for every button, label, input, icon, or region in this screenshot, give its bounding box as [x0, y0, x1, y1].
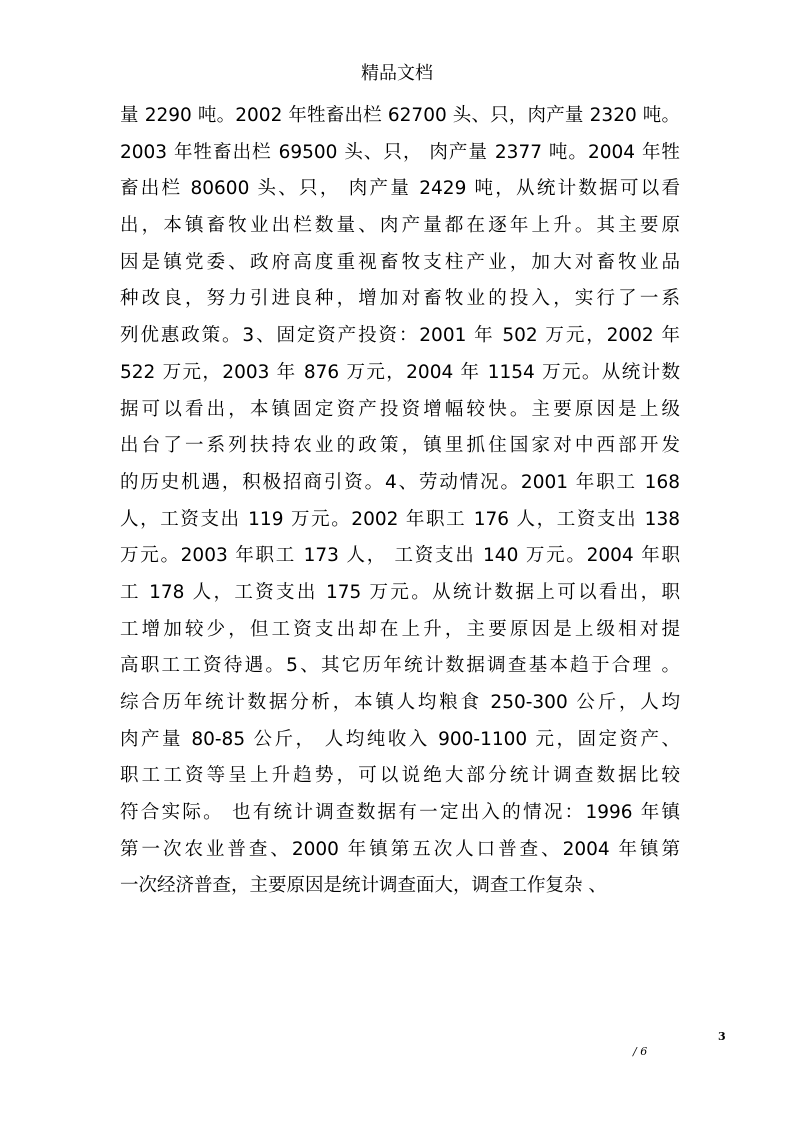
body-line-18: 肉产量 80-85 公斤， 人均纯收入 900-1100 元，固定资产、 [120, 728, 680, 750]
page-header: 精品文档 [361, 63, 433, 84]
body-line-17: 综合历年统计数据分析，本镇人均粮食 250-300 公斤，人均 [120, 692, 680, 713]
body-line-22: 一次经济普查，主要原因是统计调查面大，调查工作复杂 、 [120, 875, 607, 897]
body-line-6: 种改良，努力引进良种，增加对畜牧业的投入，实行了一系 [120, 288, 680, 310]
body-line-5: 因是镇党委、政府高度重视畜牧支柱产业，加大对畜牧业品 [120, 251, 680, 273]
body-line-4: 出，本镇畜牧业出栏数量、肉产量都在逐年上升。其主要原 [120, 215, 680, 237]
page-number: 3 [718, 1030, 726, 1043]
body-line-1: 量 2290 吨。2002 年牲畜出栏 62700 头、只，肉产量 2320 吨。 [120, 105, 680, 126]
body-line-16: 高职工工资待遇。5、其它历年统计数据调查基本趋于合理 。 [120, 655, 680, 677]
body-line-2: 2003 年牲畜出栏 69500 头、只， 肉产量 2377 吨。2004 年牲 [120, 141, 680, 163]
body-line-15: 工增加较少，但工资支出却在上升，主要原因是上级相对提 [120, 618, 680, 640]
body-line-12: 人，工资支出 119 万元。2002 年职工 176 人，工资支出 138 [120, 508, 680, 530]
body-line-14: 工 178 人，工资支出 175 万元。从统计数据上可以看出，职 [120, 581, 680, 603]
body-line-19: 职工工资等呈上升趋势，可以说绝大部分统计调查数据比较 [120, 765, 680, 787]
body-line-7: 列优惠政策。3、固定资产投资：2001 年 502 万元，2002 年 [120, 325, 680, 347]
page-total: / 6 [633, 1045, 648, 1058]
body-line-20: 符合实际。 也有统计调查数据有一定出入的情况：1996 年镇 [120, 802, 680, 824]
body-line-9: 据可以看出，本镇固定资产投资增幅较快。主要原因是上级 [120, 398, 680, 420]
body-line-21: 第一次农业普查、2000 年镇第五次人口普查、2004 年镇第 [120, 838, 680, 860]
body-line-10: 出台了一系列扶持农业的政策，镇里抓住国家对中西部开发 [120, 435, 680, 457]
body-line-8: 522 万元，2003 年 876 万元，2004 年 1154 万元。从统计数 [120, 361, 680, 383]
body-line-3: 畜出栏 80600 头、只， 肉产量 2429 吨，从统计数据可以看 [120, 178, 680, 200]
body-line-11: 的历史机遇，积极招商引资。4、劳动情况。2001 年职工 168 [120, 471, 680, 493]
body-line-13: 万元。2003 年职工 173 人， 工资支出 140 万元。2004 年职 [120, 545, 680, 567]
document-body [120, 98, 680, 905]
